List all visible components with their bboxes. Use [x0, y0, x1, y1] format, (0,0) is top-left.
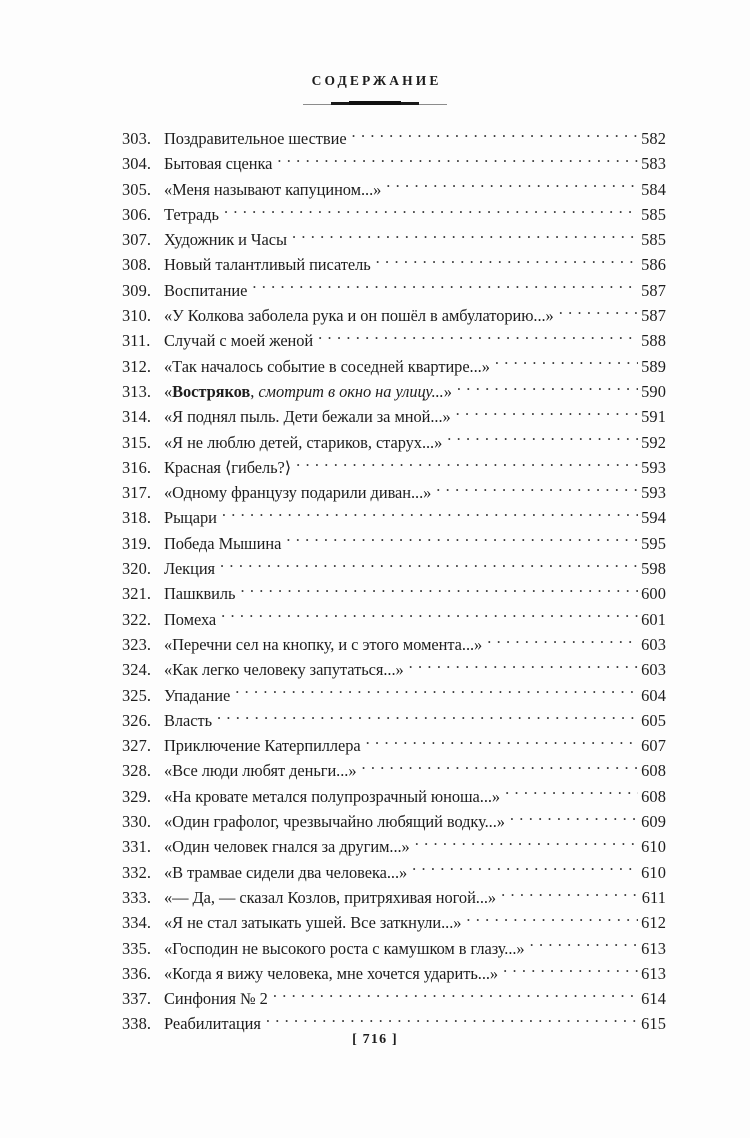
toc-entry-number: 327. — [122, 736, 152, 756]
decorative-rule-ornament — [303, 100, 447, 109]
toc-dot-leader — [352, 128, 639, 144]
toc-entry-number: 322. — [122, 609, 152, 629]
toc-entry-page-number: 585 — [641, 230, 666, 250]
toc-entry[interactable] — [122, 303, 666, 328]
toc-entry[interactable] — [122, 531, 666, 556]
toc-entry-page-number: 583 — [641, 154, 666, 174]
toc-entry-page-number: 615 — [641, 1014, 666, 1034]
toc-entry-title: «— Да, — сказал Козлов, притряхивая ногой...» — [164, 887, 497, 907]
toc-dot-leader — [456, 406, 638, 422]
toc-entry-page-number: 587 — [641, 306, 666, 326]
toc-dot-leader — [412, 861, 638, 877]
toc-entry-title: Красная ⟨гибель?⟩ — [164, 457, 292, 477]
toc-dot-leader — [436, 482, 638, 498]
toc-entry-title: «Один графолог, чрезвычайно любящий водку...» — [164, 812, 505, 832]
toc-entry-page-number: 613 — [641, 938, 666, 958]
toc-dot-leader — [292, 229, 638, 245]
toc-dot-leader — [277, 153, 638, 169]
toc-entry[interactable] — [122, 430, 666, 455]
toc-entry[interactable] — [122, 784, 666, 809]
toc-entry-title: «Одному французу подарили диван...» — [164, 483, 432, 503]
toc-entry-page-number: 594 — [641, 508, 666, 528]
toc-entry-number: 304. — [122, 154, 152, 174]
toc-dot-leader — [487, 634, 638, 650]
toc-entry[interactable] — [122, 126, 666, 151]
toc-entry-number: 318. — [122, 508, 152, 528]
toc-dot-leader — [559, 305, 638, 321]
toc-entry-page-number: 584 — [641, 179, 666, 199]
toc-entry-page-number: 608 — [641, 761, 666, 781]
toc-dot-leader — [361, 760, 638, 776]
toc-entry-number: 311. — [122, 331, 151, 351]
toc-entry-number: 320. — [122, 559, 152, 579]
toc-entry-number: 330. — [122, 812, 152, 832]
toc-entry-title-segment: « — [164, 381, 173, 401]
toc-entry-page-number: 614 — [641, 989, 666, 1009]
toc-entry-page-number: 592 — [641, 432, 666, 452]
toc-entry-title: «Все люди любят деньги...» — [164, 761, 357, 781]
toc-dot-leader — [409, 659, 638, 675]
toc-dot-leader — [376, 254, 638, 270]
toc-entry-title: Случай с моей женой — [164, 331, 314, 351]
toc-entry-page-number: 589 — [641, 356, 666, 376]
toc-entry-title: «Так началось событие в соседней квартире...» — [164, 356, 490, 376]
toc-entry-title: «У Колкова заболела рука и он пошёл в амбулаторию...» — [164, 306, 554, 326]
toc-entry[interactable] — [122, 480, 666, 505]
toc-entry-page-number: 595 — [641, 533, 666, 553]
toc-entry-number: 334. — [122, 913, 152, 933]
toc-entry-title-segment: , — [250, 381, 259, 401]
toc-entry-title: Воспитание — [164, 280, 248, 300]
toc-entry[interactable] — [122, 708, 666, 733]
toc-entry[interactable] — [122, 910, 666, 935]
toc-entry[interactable] — [122, 354, 666, 379]
toc-entry-page-number: 588 — [641, 331, 666, 351]
toc-dot-leader — [495, 355, 638, 371]
toc-dot-leader — [221, 608, 638, 624]
toc-entry[interactable] — [122, 556, 666, 581]
toc-entry[interactable] — [122, 581, 666, 606]
toc-entry-page-number: 587 — [641, 280, 666, 300]
toc-entry-number: 310. — [122, 306, 152, 326]
toc-dot-leader — [530, 937, 639, 953]
toc-entry-title-segment: » — [443, 381, 452, 401]
toc-entry-page-number: 593 — [641, 457, 666, 477]
toc-dot-leader — [447, 431, 638, 447]
toc-entry-page-number: 608 — [641, 786, 666, 806]
toc-entry[interactable] — [122, 607, 666, 632]
toc-entry-page-number: 612 — [641, 913, 666, 933]
toc-entry-title: «Когда я вижу человека, мне хочется ударить...» — [164, 963, 499, 983]
toc-entry-title: «Один человек гнался за другим...» — [164, 837, 410, 857]
toc-entry[interactable] — [122, 733, 666, 758]
toc-dot-leader — [220, 558, 638, 574]
toc-entry-title: «В трамвае сидели два человека...» — [164, 862, 408, 882]
toc-entry-title: Художник и Часы — [164, 230, 287, 250]
toc-entry-title: «Я не стал затыкать ушей. Все заткнули...» — [164, 913, 462, 933]
toc-entry-page-number: 607 — [641, 736, 666, 756]
toc-entry[interactable] — [122, 202, 666, 227]
toc-dot-leader — [386, 178, 638, 194]
toc-dot-leader — [366, 735, 638, 751]
toc-entry-page-number: 611 — [641, 887, 666, 907]
toc-dot-leader — [224, 204, 638, 220]
toc-entry[interactable] — [122, 328, 666, 353]
toc-entry[interactable] — [122, 758, 666, 783]
toc-entry-title: «Я поднял пыль. Дети бежали за мной...» — [164, 407, 451, 427]
toc-entry-title: Бытовая сценка — [164, 154, 273, 174]
toc-entry-title: Рыцари — [164, 508, 217, 528]
toc-entry[interactable] — [122, 657, 666, 682]
toc-entry-title: Победа Мышина — [164, 533, 282, 553]
toc-entry-number: 303. — [122, 129, 152, 148]
toc-entry[interactable] — [122, 885, 666, 910]
toc-entry[interactable] — [122, 278, 666, 303]
toc-entry[interactable] — [122, 252, 666, 277]
toc-dot-leader — [505, 785, 638, 801]
toc-entry-page-number: 600 — [641, 584, 666, 604]
toc-entry[interactable] — [122, 986, 666, 1011]
toc-entry-number: 319. — [122, 533, 152, 553]
page-header — [0, 74, 750, 109]
toc-entry-page-number: 598 — [641, 559, 666, 579]
toc-entry-number: 316. — [122, 457, 152, 477]
page-title: СОДЕРЖАНИЕ — [311, 73, 442, 88]
toc-entry-number: 329. — [122, 786, 152, 806]
page-number-footer: [ 716 ] — [352, 1032, 398, 1047]
toc-entry-page-number: 605 — [641, 710, 666, 730]
toc-entry[interactable] — [122, 683, 666, 708]
toc-entry-page-number: 609 — [641, 812, 666, 832]
toc-entry[interactable] — [122, 809, 666, 834]
toc-entry-title: «Как легко человеку запутаться...» — [164, 660, 404, 680]
toc-dot-leader — [266, 1013, 638, 1029]
toc-dot-leader — [286, 532, 638, 548]
toc-entry-title: Пашквиль — [164, 584, 236, 604]
toc-entry-number: 325. — [122, 685, 152, 705]
toc-dot-leader — [501, 887, 639, 903]
toc-entry-page-number: 610 — [641, 837, 666, 857]
toc-entry-title: Реабилитация — [164, 1014, 261, 1034]
toc-entry-title: Приключение Катерпиллера — [164, 736, 361, 756]
toc-entry-number: 314. — [122, 407, 152, 427]
toc-entry-number: 337. — [122, 989, 152, 1009]
toc-entry-title: «Господин не высокого роста с камушком в глазу...» — [164, 938, 525, 958]
toc-entry-title: Синфония № 2 — [164, 989, 268, 1009]
toc-entry-title: «На кровате метался полупрозрачный юноша...» — [164, 786, 501, 806]
toc-entry-title: Упадание — [164, 685, 231, 705]
toc-entry[interactable] — [122, 227, 666, 252]
toc-dot-leader — [318, 330, 638, 346]
toc-entry-page-number: 613 — [641, 963, 666, 983]
table-of-contents-list — [122, 126, 666, 1037]
toc-entry-number: 306. — [122, 204, 152, 224]
toc-entry[interactable] — [122, 505, 666, 530]
toc-entry-page-number: 582 — [641, 129, 666, 148]
toc-entry-title: «Меня называют капуцином...» — [164, 179, 382, 199]
toc-entry-page-number: 586 — [641, 255, 666, 275]
toc-entry-number: 312. — [122, 356, 152, 376]
toc-entry-title: «Перечни сел на кнопку, и с этого момента...» — [164, 634, 483, 654]
toc-entry-number: 338. — [122, 1014, 152, 1034]
toc-entry-number: 335. — [122, 938, 152, 958]
toc-entry-number: 317. — [122, 483, 152, 503]
toc-entry[interactable] — [122, 151, 666, 176]
toc-entry-number: 336. — [122, 963, 152, 983]
toc-entry-title-segment: смотрит в окно на улицу... — [258, 381, 444, 401]
toc-entry[interactable] — [122, 961, 666, 986]
rule-thick-bar-core — [349, 101, 401, 106]
toc-entry-number: 331. — [122, 837, 152, 857]
toc-entry-page-number: 603 — [641, 634, 666, 654]
toc-entry-title: Власть — [164, 710, 212, 730]
toc-entry[interactable] — [122, 379, 666, 404]
toc-entry-title: Лекция — [164, 559, 216, 579]
toc-entry[interactable] — [122, 834, 666, 859]
toc-dot-leader — [510, 811, 638, 827]
toc-entry-number: 309. — [122, 280, 152, 300]
toc-entry-number: 324. — [122, 660, 152, 680]
toc-dot-leader — [503, 962, 638, 978]
toc-entry-title: «Я не люблю детей, стариков, старух...» — [164, 432, 443, 452]
toc-entry[interactable] — [122, 632, 666, 657]
toc-dot-leader — [457, 381, 638, 397]
toc-entry-number: 307. — [122, 230, 152, 250]
toc-entry-title: Поздравительное шествие — [164, 129, 347, 148]
toc-entry-page-number: 603 — [641, 660, 666, 680]
toc-entry-title: Тетрадь — [164, 204, 219, 224]
toc-entry-title — [158, 379, 457, 404]
toc-entry[interactable] — [122, 177, 666, 202]
toc-entry-number: 332. — [122, 862, 152, 882]
toc-dot-leader — [296, 456, 638, 472]
toc-entry[interactable] — [122, 860, 666, 885]
toc-entry[interactable] — [122, 455, 666, 480]
toc-entry-title: Новый талантливый писатель — [164, 255, 371, 275]
toc-entry-number: 315. — [122, 432, 152, 452]
toc-entry-number: 308. — [122, 255, 152, 275]
toc-entry-number: 326. — [122, 710, 152, 730]
toc-entry-page-number: 585 — [641, 204, 666, 224]
toc-entry-page-number: 604 — [641, 685, 666, 705]
toc-entry-number: 333. — [122, 887, 152, 907]
toc-entry[interactable] — [122, 936, 666, 961]
toc-entry-number: 323. — [122, 634, 152, 654]
toc-entry-title: Помеха — [164, 609, 217, 629]
toc-dot-leader — [240, 583, 638, 599]
toc-entry-title-segment: Востряков — [172, 381, 251, 401]
toc-entry-page-number: 591 — [641, 407, 666, 427]
toc-entry-page-number: 590 — [641, 381, 666, 401]
toc-dot-leader — [466, 912, 638, 928]
toc-entry-page-number: 601 — [641, 609, 666, 629]
toc-dot-leader — [273, 988, 638, 1004]
toc-dot-leader — [252, 279, 638, 295]
toc-dot-leader — [217, 709, 638, 725]
toc-entry-number: 313. — [122, 381, 152, 401]
toc-dot-leader — [235, 684, 638, 700]
toc-entry-number: 305. — [122, 179, 152, 199]
toc-entry-page-number: 610 — [641, 862, 666, 882]
toc-entry[interactable] — [122, 404, 666, 429]
toc-entry-page-number: 593 — [641, 483, 666, 503]
toc-dot-leader — [415, 836, 638, 852]
toc-dot-leader — [222, 507, 638, 523]
toc-entry-number: 328. — [122, 761, 152, 781]
toc-entry-number: 321. — [122, 584, 152, 604]
